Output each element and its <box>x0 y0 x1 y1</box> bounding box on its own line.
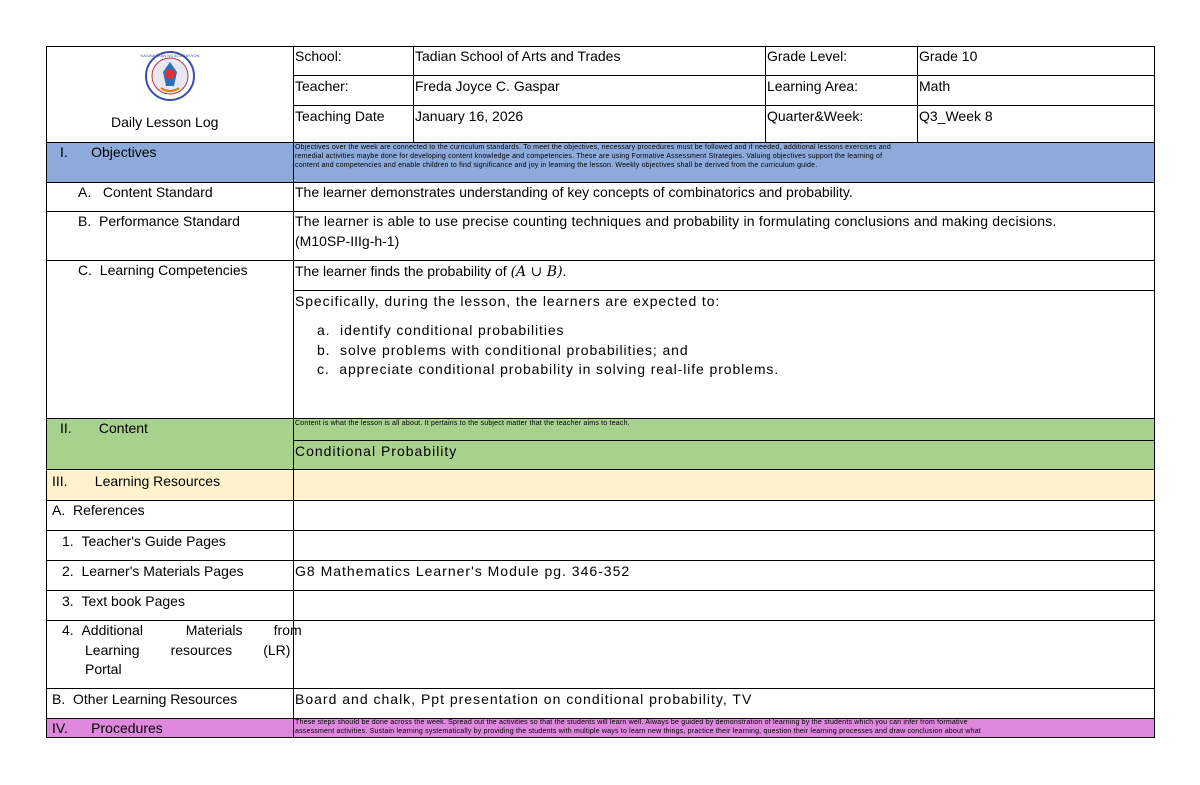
divider <box>46 590 1155 591</box>
competency-math: (A ∪ B) <box>510 264 563 280</box>
competency-end: . <box>562 263 567 279</box>
content-standard-label: A. Content Standard <box>78 184 213 200</box>
divider <box>46 620 1155 621</box>
divider <box>46 560 1155 561</box>
divider <box>46 530 1155 531</box>
teacher-label: Teacher: <box>295 78 349 94</box>
specific-objective-item: b. solve problems with conditional probabilities; and <box>317 342 689 358</box>
page-title: Daily Lesson Log <box>111 114 219 130</box>
divider <box>46 500 1155 501</box>
learning-resources-label: III. Learning Resources <box>52 473 221 489</box>
divider <box>293 440 1155 441</box>
divider <box>46 469 1155 470</box>
learners-materials-value: G8 Mathematics Learner's Module pg. 346-352 <box>295 563 631 579</box>
teacher-value: Freda Joyce C. Gaspar <box>415 78 560 94</box>
learning-competencies-label: C. Learning Competencies <box>78 262 248 278</box>
content-standard-value: The learner demonstrates understanding of key concepts of combinatorics and probability. <box>295 184 853 200</box>
divider <box>413 46 414 142</box>
other-resources-value: Board and chalk, Ppt presentation on conditional probability, TV <box>295 691 753 707</box>
teachers-guide-label: 1. Teacher's Guide Pages <box>62 533 226 549</box>
learners-materials-label: 2. Learner's Materials Pages <box>62 563 244 579</box>
specific-objective-item: c. appreciate conditional probability in solving real-life problems. <box>317 361 780 377</box>
additional-materials-label: 4. Additional Materials from <box>62 622 302 638</box>
divider <box>917 46 918 142</box>
additional-materials-label: Portal <box>85 661 122 677</box>
other-resources-label: B. Other Learning Resources <box>52 691 238 707</box>
divider <box>293 75 1155 76</box>
school-label: School: <box>295 48 342 64</box>
divider <box>46 260 1155 261</box>
area-value: Math <box>919 78 951 94</box>
quarter-value: Q3_Week 8 <box>919 108 993 124</box>
divider <box>46 211 1155 212</box>
divider <box>293 105 1155 106</box>
content-value: Conditional Probability <box>295 443 458 459</box>
grade-label: Grade Level: <box>767 48 848 64</box>
deped-seal-logo <box>139 50 201 102</box>
divider <box>46 182 1155 183</box>
grade-value: Grade 10 <box>919 48 978 64</box>
divider <box>46 688 1155 689</box>
content-note: Content is what the lesson is all about. It pertains to the subject matter that the teacher aims to teach. <box>295 420 630 427</box>
date-value: January 16, 2026 <box>415 108 524 124</box>
content-label: II. Content <box>60 420 148 436</box>
performance-standard-value: The learner is able to use precise counting techniques and probability in formulating conclusions and making decisions. <box>295 213 1057 229</box>
procedures-note: These steps should be done across the week. Spread out the activities so that the students will learn well. Always be guided by demonstration of learning by the students which you can infer from formative <box>295 719 968 726</box>
specific-objective-item: a. identify conditional probabilities <box>317 322 565 338</box>
competency-value <box>295 263 566 281</box>
divider <box>765 46 766 142</box>
performance-standard-code: (M10SP-IIIg-h-1) <box>295 233 400 249</box>
specific-objectives-intro: Specifically, during the lesson, the learners are expected to: <box>295 293 721 309</box>
references-label: A. References <box>52 502 145 518</box>
objectives-note: Objectives over the week are connected to the curriculum standards. To meet the objectives, necessary procedures must be followed and if needed, additional lessons exercises and <box>295 144 891 151</box>
date-label: Teaching Date <box>295 108 385 124</box>
school-value: Tadian School of Arts and Trades <box>415 48 621 64</box>
area-label: Learning Area: <box>767 78 859 94</box>
competency-text: The learner finds the probability of <box>295 263 507 279</box>
seal-text: KAGAWARAN NG EDUKASYON <box>140 53 200 58</box>
additional-materials-label: Learning resources (LR) <box>85 642 291 658</box>
quarter-label: Quarter&Week: <box>767 108 864 124</box>
objectives-label: I. Objectives <box>60 144 157 160</box>
divider <box>293 290 1155 291</box>
textbook-label: 3. Text book Pages <box>62 593 185 609</box>
objectives-note: content and competencies and enable children to find significance and joy in learning the lesson. Weekly objectives shall be derived from the curriculum guide. <box>295 162 818 169</box>
performance-standard-label: B. Performance Standard <box>78 213 240 229</box>
procedures-label: IV. Procedures <box>52 720 163 736</box>
objectives-note: remedial activities maybe done for developing content knowledge and competencies. These are using Formative Assessment Strategies. Valuing objectives support the learning of <box>295 153 883 160</box>
procedures-note: assessment activities. Sustain learning systematically by providing the students with multiple ways to learn new things, practice their learning, question their learning processes and draw conclusion about what <box>295 728 981 735</box>
